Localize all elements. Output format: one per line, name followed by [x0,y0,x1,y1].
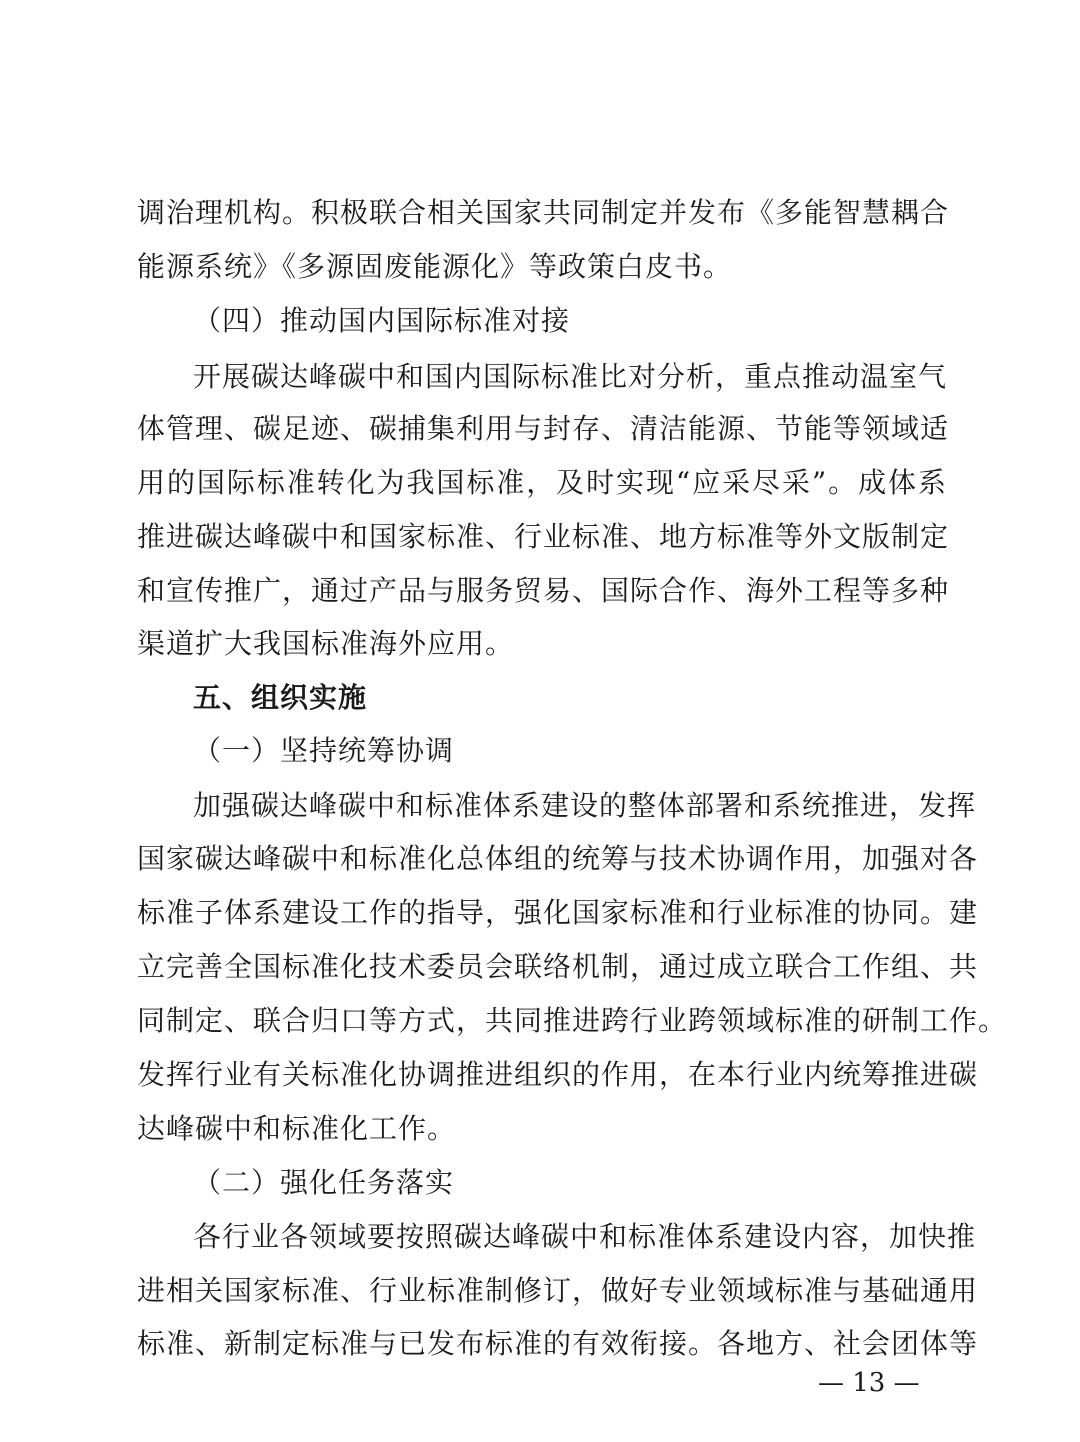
paragraph-line: 进相关国家标准、行业标准制修订，做好专业领域标准与基础通用 [137,1274,979,1307]
paragraph-line: 能源系统》《多源固废能源化》等政策白皮书。 [137,250,733,283]
paragraph-line: 用的国际标准转化为我国标准，及时实现“应采尽采”。成体系 [137,466,947,499]
paragraph-line: 渠道扩大我国标准海外应用。 [137,627,515,660]
paragraph-line: 标准子体系建设工作的指导，强化国家标准和行业标准的协同。建 [137,896,979,929]
paragraph-line: 各行业各领域要按照碳达峰碳中和标准体系建设内容，加快推 [193,1220,977,1253]
section-subheading: （二）强化任务落实 [193,1166,455,1199]
paragraph-line: 发挥行业有关标准化协调推进组织的作用，在本行业内统筹推进碳 [137,1058,979,1091]
page-number: — 13 — [818,1368,920,1398]
paragraph-line: 国家碳达峰碳中和标准化总体组的统筹与技术协调作用，加强对各 [137,842,979,875]
paragraph-line: 达峰碳中和标准化工作。 [137,1112,457,1145]
paragraph-line: 加强碳达峰碳中和标准体系建设的整体部署和系统推进，发挥 [193,789,977,822]
paragraph-line: 标准、新制定标准与已发布标准的有效衔接。各地方、社会团体等 [137,1327,979,1360]
section-subheading: （四）推动国内国际标准对接 [193,304,571,337]
paragraph-line: 开展碳达峰碳中和国内国际标准比对分析，重点推动温室气 [193,360,948,393]
paragraph-line: 立完善全国标准化技术委员会联络机制，通过成立联合工作组、共 [137,950,979,983]
paragraph-line: 调治理机构。积极联合相关国家共同制定并发布《多能智慧耦合 [137,196,950,229]
paragraph-line: 推进碳达峰碳中和国家标准、行业标准、地方标准等外文版制定 [137,520,950,553]
paragraph-line: 和宣传推广，通过产品与服务贸易、国际合作、海外工程等多种 [137,574,950,607]
section-subheading: （一）坚持统筹协调 [193,734,455,767]
paragraph-line: 体管理、碳足迹、碳捕集利用与封存、清洁能源、节能等领域适 [137,412,950,445]
section-heading: 五、组织实施 [193,681,368,714]
paragraph-line: 同制定、联合归口等方式，共同推进跨行业跨领域标准的研制工作。 [137,1004,1008,1037]
